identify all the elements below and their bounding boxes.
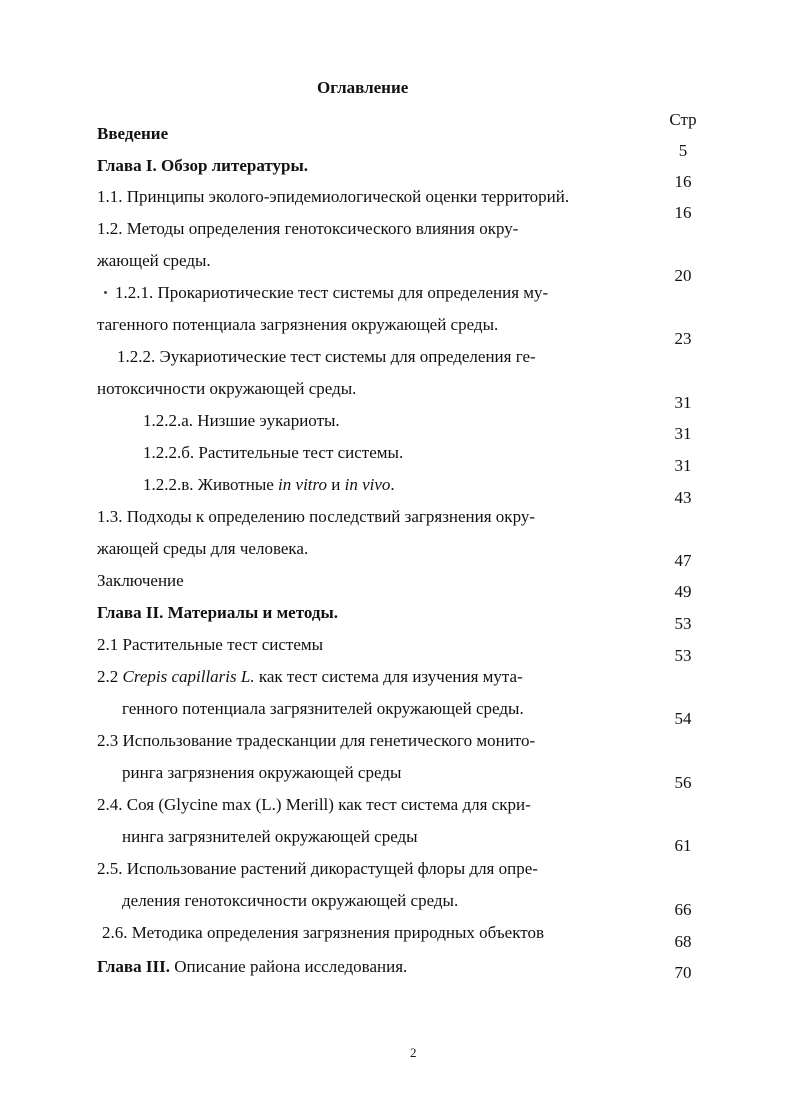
entry-1-2-2-v-italic-2: in vivo	[344, 475, 391, 494]
toc-entry-2-3-line1: 2.3 Использование традесканции для генетического монито-	[97, 731, 536, 750]
page-number: 43	[674, 488, 692, 507]
footer-page-number: 2	[410, 1045, 417, 1060]
page-number: 47	[674, 551, 692, 570]
toc-entry-2-5-line2: деления генотоксичности окружающей среды.	[122, 891, 459, 910]
toc-entry-1-1: 1.1. Принципы эколого-эпидемиологической оценки территорий.	[97, 187, 570, 206]
toc-entry-1-2-line1: 1.2. Методы определения генотоксического влияния окру-	[97, 219, 519, 238]
toc-entry-1-2-1-line1: 1.2.1. Прокариотические тест системы для определения му-	[115, 283, 549, 302]
toc-entry-chapter-1	[97, 156, 308, 176]
entry-1-2-2-v-pre: 1.2.2.в. Животные	[143, 475, 279, 494]
toc-entry-2-4-line1: 2.4. Соя (Glycine max (L.) Merill) как тест система для скри-	[97, 795, 531, 814]
entry-2-2-species: Crepis capillaris L.	[122, 667, 255, 686]
toc-entry-chapter-3	[97, 957, 407, 977]
toc-entry-conclusion: Заключение	[97, 571, 184, 590]
toc-entry-1-2-1-line2: тагенного потенциала загрязнения окружающей среды.	[97, 315, 499, 334]
toc-entry-chapter-2: Глава II. Материалы и методы.	[97, 603, 338, 622]
page-column-header: Стр	[669, 110, 697, 129]
page-number: 31	[674, 424, 692, 443]
toc-entry-1-3-line1: 1.3. Подходы к определению последствий загрязнения окру-	[97, 507, 536, 526]
page-number: 49	[674, 582, 692, 601]
toc-entry-2-2-line1	[97, 667, 523, 687]
toc-entry-1-2-2-b: 1.2.2.б. Растительные тест системы.	[143, 443, 404, 462]
scan-speck	[104, 291, 107, 294]
toc-entry-2-3-line2: ринга загрязнения окружающей среды	[122, 763, 402, 782]
toc-entry-2-2-line2: генного потенциала загрязнителей окружающей среды.	[122, 699, 524, 718]
chapter-1-title: Обзор литературы.	[156, 156, 308, 175]
entry-1-2-2-v-mid: и	[327, 475, 345, 494]
toc-entry-1-2-2-line2: нотоксичности окружающей среды.	[97, 379, 357, 398]
page-number: 61	[674, 836, 692, 855]
toc-entry-1-2-line2: жающей среды.	[97, 251, 211, 270]
toc-entry-2-4-line2: нинга загрязнителей окружающей среды	[122, 827, 418, 846]
toc-entry-introduction: Введение	[97, 124, 169, 143]
page-number: 54	[674, 709, 692, 728]
page-number: 16	[674, 203, 692, 222]
entry-2-2-pre: 2.2	[97, 667, 123, 686]
page-number: 56	[674, 773, 692, 792]
entry-1-2-2-v-italic-1: in vitro	[278, 475, 327, 494]
page-number: 53	[674, 614, 692, 633]
chapter-3-title: Описание района исследования.	[169, 957, 408, 976]
toc-entry-2-6: 2.6. Методика определения загрязнения природных объектов	[102, 923, 544, 942]
page-number: 5	[678, 141, 688, 160]
page-number: 66	[674, 900, 692, 919]
toc-entry-1-3-line2: жающей среды для человека.	[97, 539, 309, 558]
toc-entry-1-2-2-a: 1.2.2.а. Низшие эукариоты.	[143, 411, 340, 430]
page-number: 23	[674, 329, 692, 348]
toc-entry-2-5-line1: 2.5. Использование растений дикорастущей флоры для опре-	[97, 859, 538, 878]
toc-entry-1-2-2-v	[143, 475, 395, 495]
entry-2-2-post: как тест система для изучения мута-	[254, 667, 523, 686]
page-number: 70	[674, 963, 692, 982]
entry-1-2-2-v-post: .	[390, 475, 395, 494]
page-number: 31	[674, 393, 692, 412]
page-number: 20	[674, 266, 692, 285]
chapter-3-label: Глава III.	[97, 957, 170, 976]
page-number: 68	[674, 932, 692, 951]
toc-title: Оглавление	[317, 78, 409, 97]
page-number: 31	[674, 456, 692, 475]
chapter-1-label: Глава I.	[97, 156, 157, 175]
toc-entry-2-1: 2.1 Растительные тест системы	[97, 635, 324, 654]
page-number: 16	[674, 172, 692, 191]
page-number: 53	[674, 646, 692, 665]
toc-entry-1-2-2-line1: 1.2.2. Эукариотические тест системы для определения ге-	[117, 347, 536, 366]
